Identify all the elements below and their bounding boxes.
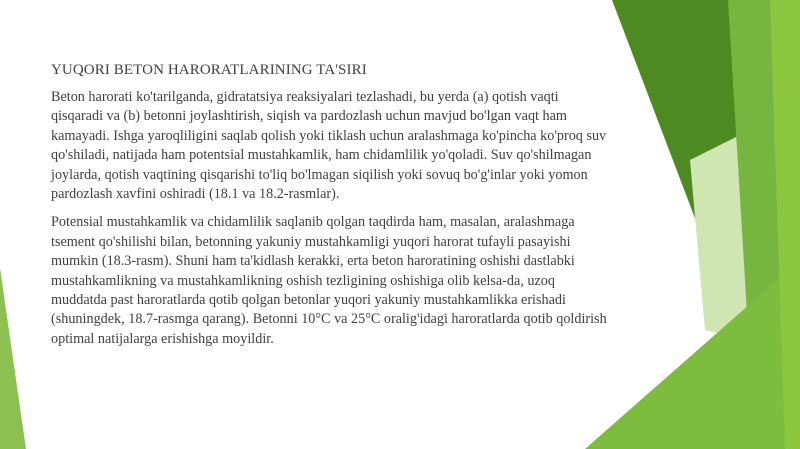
paragraph-strength-durability: Potensial mustahkamlik va chidamlilik saqlanib qolgan taqdirda ham, masalan, aralashmaga tsement qo'shilishi bilan, betonning yakuniy mustahkamligi yuqori harorat tufayli pasayishi mumkin (18.3-rasm). Shuni ham ta'kidlash kerakki, erta beton haroratining oshishi dastlabki mustahkamlikning va mustahkamlikning oshish tezligining oshishiga olib kelsa-da, uzoq muddatda past haroratlarda qotib qolgan betonlar yuqori yakuniy mustahkamlikka erishadi (shuningdek, 18.7-rasmga qarang). Betonni 10°C va 25°C oralig'idagi haroratlarda qotib qoldirish optimal natijalarga erishishga moyildir. xyxy=(51,214,607,347)
slide-title: YUQORI BETON HARORATLARINING TA'SIRI xyxy=(51,62,367,78)
paragraph-high-temperature-effects: Beton harorati ko'tarilganda, gidratatsiya reaksiyalari tezlashadi, bu yerda (a) qotish vaqti qisqaradi va (b) betonni joylashtirish, siqish va pardozlash uchun mavjud bo'lgan vaqt ham kamayadi. Ishga yaroqliligini saqlab qolish yoki tiklash uchun aralashmaga ko'pincha ko'proq suv qo'shiladi, natijada ham potentsial mustahkamlik, ham chidamlilik yo'qoladi. Suv qo'shilmagan joylarda, qotish vaqtining qisqarishi to'liq bo'lmagan siqilish yoki sovuq bo'g'inlar yoki yomon pardozlash xavfini oshiradi (18.1 va 18.2-rasmlar). xyxy=(51,89,607,203)
slide-content xyxy=(51,60,611,358)
right-bottom-green-facet xyxy=(585,260,800,449)
left-green-accent xyxy=(0,268,26,449)
